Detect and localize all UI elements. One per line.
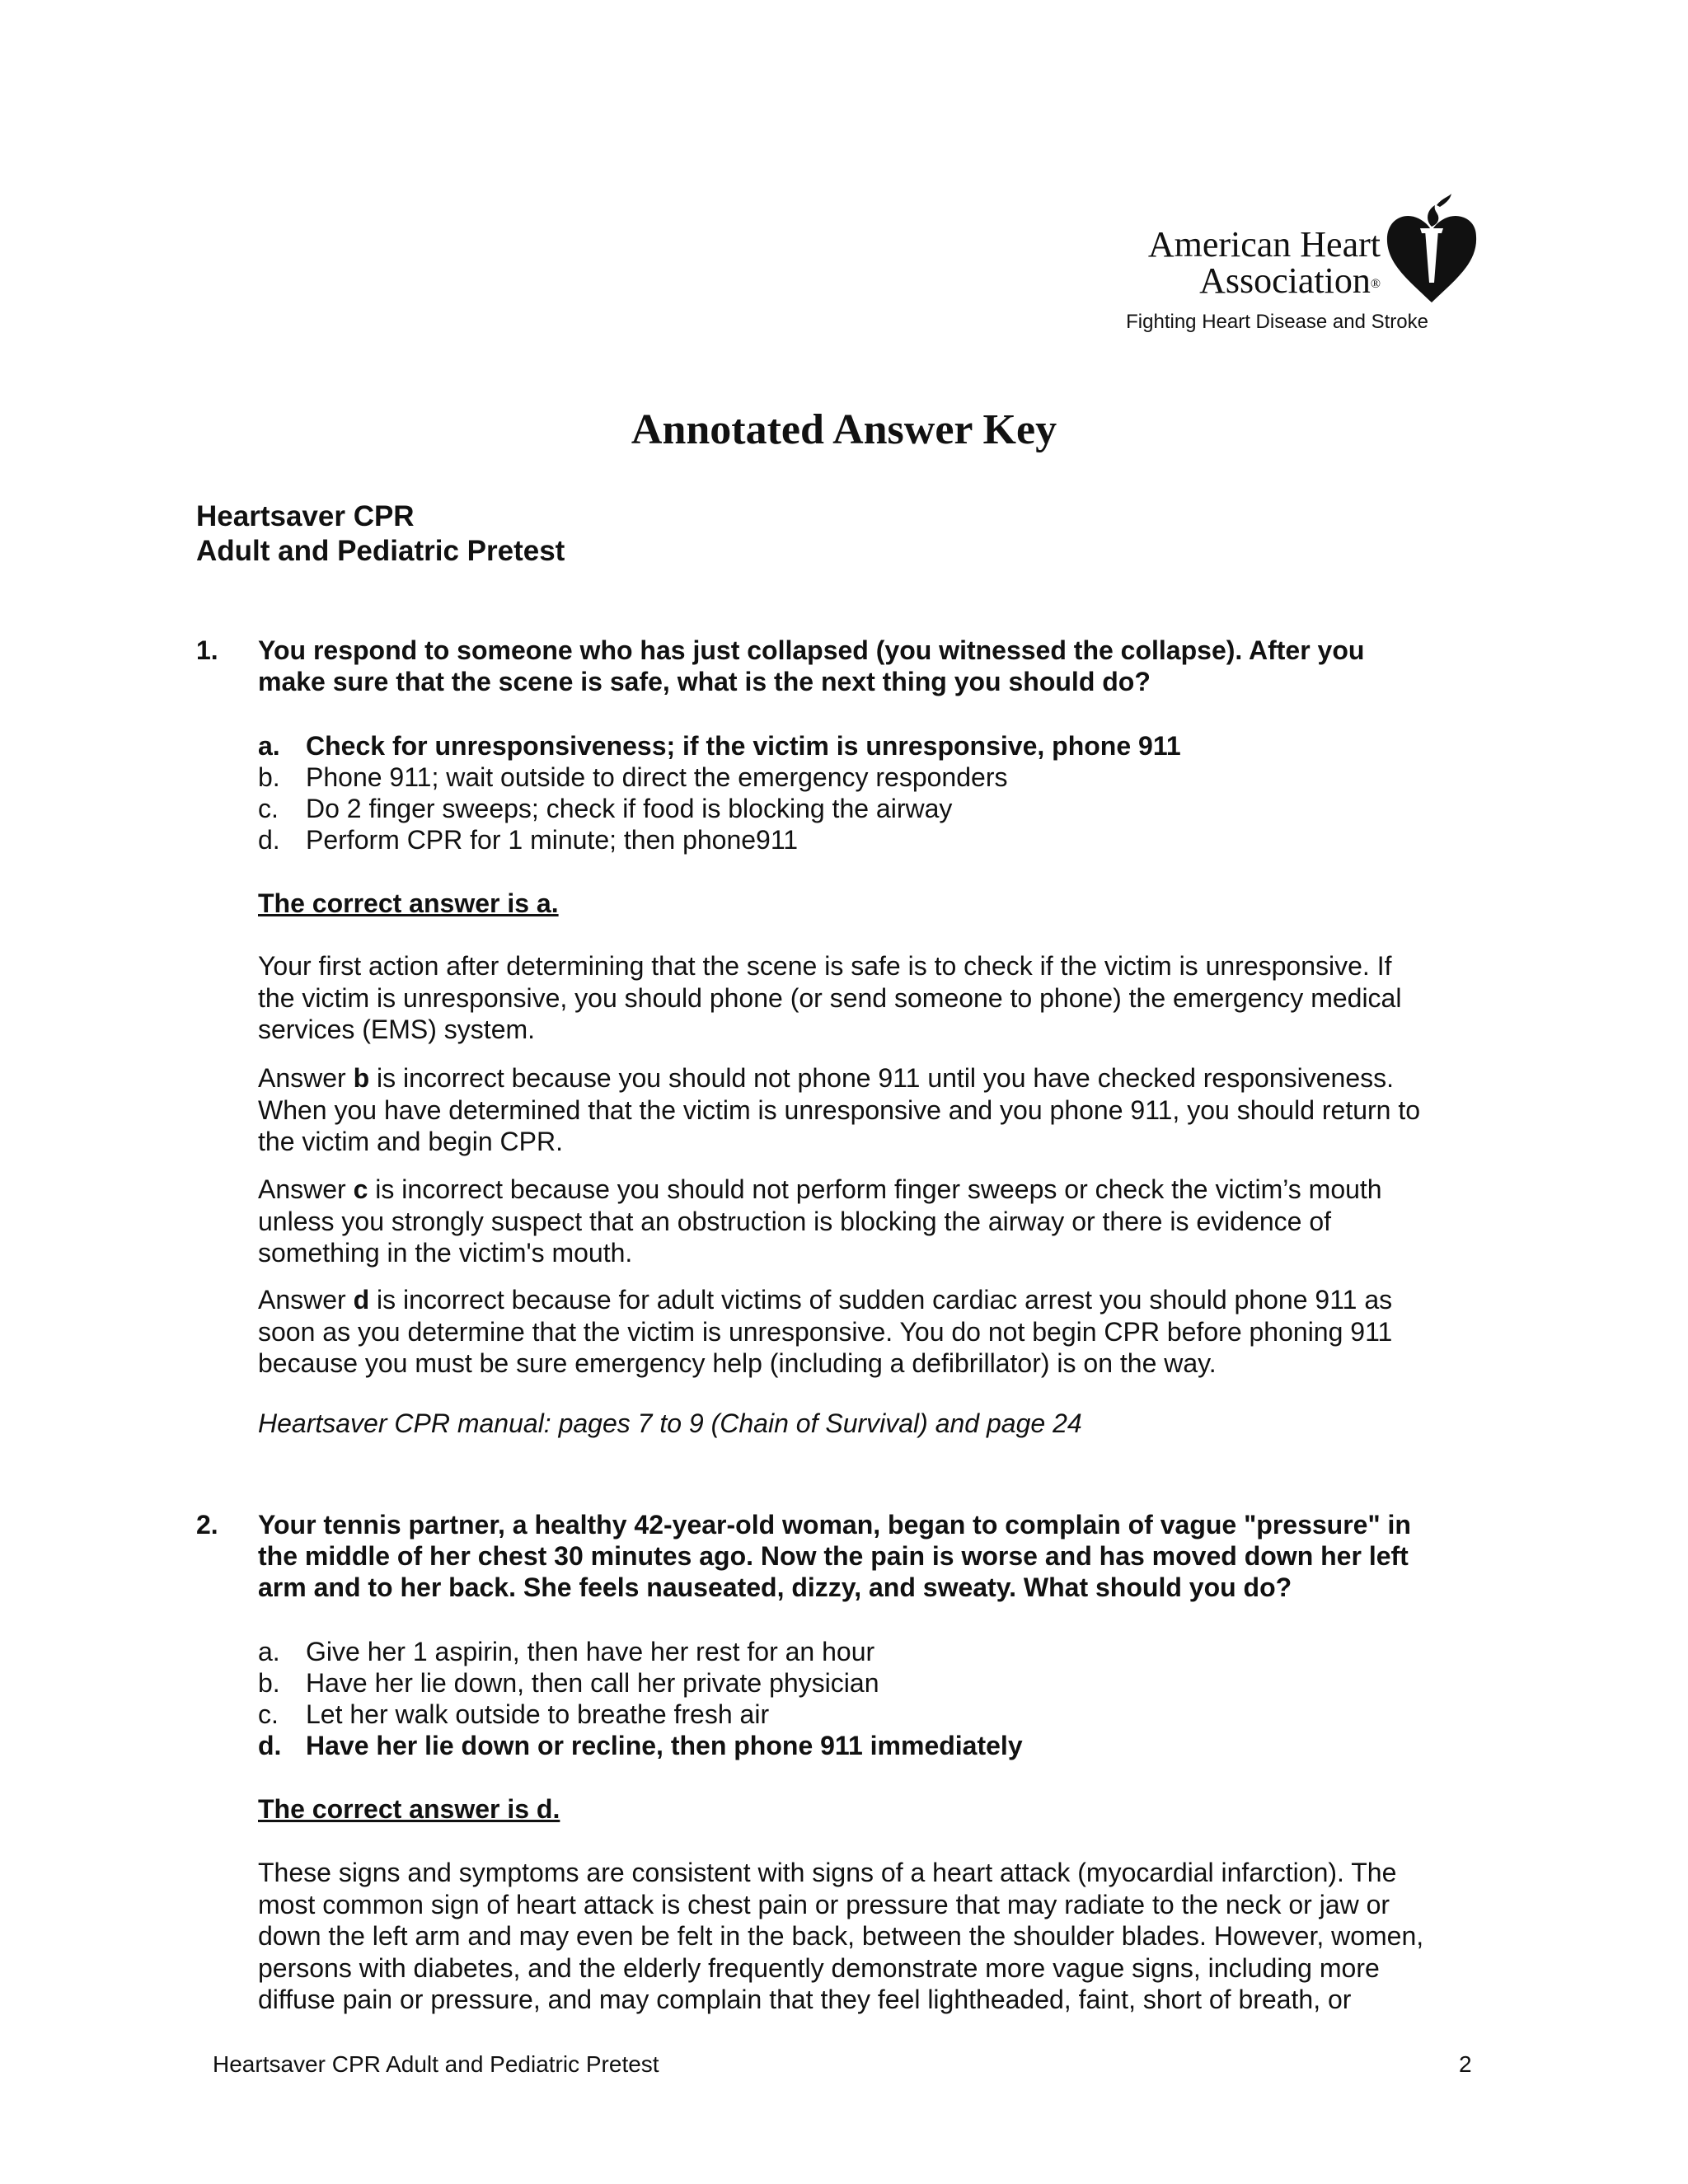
option-text: Check for unresponsiveness; if the victim is unresponsive, phone 911 bbox=[306, 731, 1181, 761]
option-text: Give her 1 aspirin, then have her rest for an hour bbox=[306, 1637, 875, 1666]
page-number: 2 bbox=[1459, 2051, 1472, 2077]
q1-option-c bbox=[258, 793, 1478, 824]
q1-answer-d-note bbox=[258, 1284, 1494, 1380]
option-letter: c. bbox=[258, 1699, 279, 1729]
explanation-line: the victim is unresponsive, you should phone (or send someone to phone) the emergency medical bbox=[258, 982, 1402, 1013]
page-title: Annotated Answer Key bbox=[631, 406, 1057, 453]
q2-option-a bbox=[258, 1636, 1478, 1667]
q1-correct-answer: The correct answer is a. bbox=[258, 888, 559, 918]
subtitle-line-1: Heartsaver CPR bbox=[196, 500, 415, 532]
option-letter: c. bbox=[258, 794, 279, 823]
note-line: When you have determined that the victim is unresponsive and you phone 911, you should return to bbox=[258, 1094, 1421, 1125]
explanation-line: These signs and symptoms are consistent with signs of a heart attack (myocardial infarction). The bbox=[258, 1858, 1397, 1887]
note-text: is incorrect because you should not perform finger sweeps or check the victim’s mouth bbox=[368, 1174, 1382, 1204]
note-letter: d bbox=[353, 1285, 370, 1315]
q1-option-b bbox=[258, 762, 1478, 793]
question-2-number: 2. bbox=[196, 1510, 218, 1540]
q2-explanation bbox=[258, 1857, 1494, 2016]
option-letter: a. bbox=[258, 731, 280, 761]
note-prefix: Answer bbox=[258, 1063, 354, 1093]
note-prefix: Answer bbox=[258, 1174, 354, 1204]
question-1-text bbox=[258, 635, 1478, 697]
question-2-line: Your tennis partner, a healthy 42-year-old woman, began to complain of vague "pressure" in bbox=[258, 1510, 1411, 1540]
subtitle-line-2: Adult and Pediatric Pretest bbox=[196, 535, 565, 567]
note-text: is incorrect because you should not phone 911 until you have checked responsiveness. bbox=[369, 1063, 1394, 1093]
q1-manual-reference: Heartsaver CPR manual: pages 7 to 9 (Chain of Survival) and page 24 bbox=[258, 1408, 1082, 1438]
q1-option-a bbox=[258, 730, 1478, 762]
option-letter: a. bbox=[258, 1637, 280, 1666]
option-letter: b. bbox=[258, 1668, 280, 1698]
q2-option-d bbox=[258, 1730, 1478, 1761]
option-letter: b. bbox=[258, 762, 280, 792]
explanation-line: diffuse pain or pressure, and may complain that they feel lightheaded, faint, short of breath, or bbox=[258, 1985, 1352, 2014]
note-line: unless you strongly suspect that an obstruction is blocking the airway or there is evidence of bbox=[258, 1206, 1332, 1236]
q2-option-b bbox=[258, 1667, 1478, 1699]
q1-answer-c-note bbox=[258, 1174, 1494, 1269]
question-1-number: 1. bbox=[196, 635, 218, 665]
q1-option-d bbox=[258, 824, 1478, 855]
explanation-line: persons with diabetes, and the elderly frequently demonstrate more vague signs, including more bbox=[258, 1952, 1380, 1983]
option-text: Phone 911; wait outside to direct the emergency responders bbox=[306, 762, 1008, 792]
q1-answer-b-note bbox=[258, 1062, 1494, 1158]
explanation-line: Your first action after determining that the scene is safe is to check if the victim is unresponsive. If bbox=[258, 951, 1392, 981]
logo-wordmark bbox=[1147, 224, 1381, 302]
explanation-line: services (EMS) system. bbox=[258, 1015, 536, 1044]
option-text: Have her lie down or recline, then phone 911 immediately bbox=[306, 1731, 1023, 1760]
question-1-line: make sure that the scene is safe, what is the next thing you should do? bbox=[258, 667, 1151, 696]
option-text: Let her walk outside to breathe fresh air bbox=[306, 1699, 770, 1729]
note-line: the victim and begin CPR. bbox=[258, 1127, 563, 1156]
note-line: soon as you determine that the victim is unresponsive. You do not begin CPR before phoning 911 bbox=[258, 1316, 1393, 1347]
registered-mark: ® bbox=[1370, 277, 1381, 291]
option-text: Have her lie down, then call her private physician bbox=[306, 1668, 879, 1698]
option-text: Perform CPR for 1 minute; then phone911 bbox=[306, 825, 799, 855]
question-2-text bbox=[258, 1509, 1478, 1603]
logo-line-1: American Heart bbox=[1147, 224, 1381, 265]
note-letter: b bbox=[353, 1063, 370, 1093]
note-text: is incorrect because for adult victims of sudden cardiac arrest you should phone 911 as bbox=[369, 1285, 1393, 1315]
option-letter: d. bbox=[258, 1731, 282, 1760]
logo-line-2: Association bbox=[1199, 260, 1371, 301]
question-2-line: the middle of her chest 30 minutes ago. Now the pain is worse and has moved down her left bbox=[258, 1541, 1409, 1571]
aha-logo bbox=[1117, 194, 1479, 342]
question-2-line: arm and to her back. She feels nauseated, dizzy, and sweaty. What should you do? bbox=[258, 1572, 1292, 1602]
explanation-line: down the left arm and may even be felt in the back, between the shoulder blades. However, women, bbox=[258, 1921, 1424, 1951]
q2-option-c bbox=[258, 1699, 1478, 1730]
explanation-line: most common sign of heart attack is chest pain or pressure that may radiate to the neck or jaw or bbox=[258, 1889, 1390, 1919]
heart-torch-icon bbox=[1384, 194, 1479, 307]
note-letter: c bbox=[353, 1174, 368, 1204]
footer-title: Heartsaver CPR Adult and Pediatric Pretest bbox=[213, 2051, 659, 2077]
note-line: something in the victim's mouth. bbox=[258, 1238, 633, 1268]
note-line: because you must be sure emergency help (including a defibrillator) is on the way. bbox=[258, 1348, 1217, 1378]
q2-correct-answer: The correct answer is d. bbox=[258, 1794, 560, 1824]
option-letter: d. bbox=[258, 825, 280, 855]
logo-tagline: Fighting Heart Disease and Stroke bbox=[1126, 311, 1428, 333]
question-1-line: You respond to someone who has just collapsed (you witnessed the collapse). After you bbox=[258, 635, 1365, 665]
option-text: Do 2 finger sweeps; check if food is blocking the airway bbox=[306, 794, 953, 823]
note-prefix: Answer bbox=[258, 1285, 354, 1315]
q1-explanation bbox=[258, 950, 1494, 1046]
